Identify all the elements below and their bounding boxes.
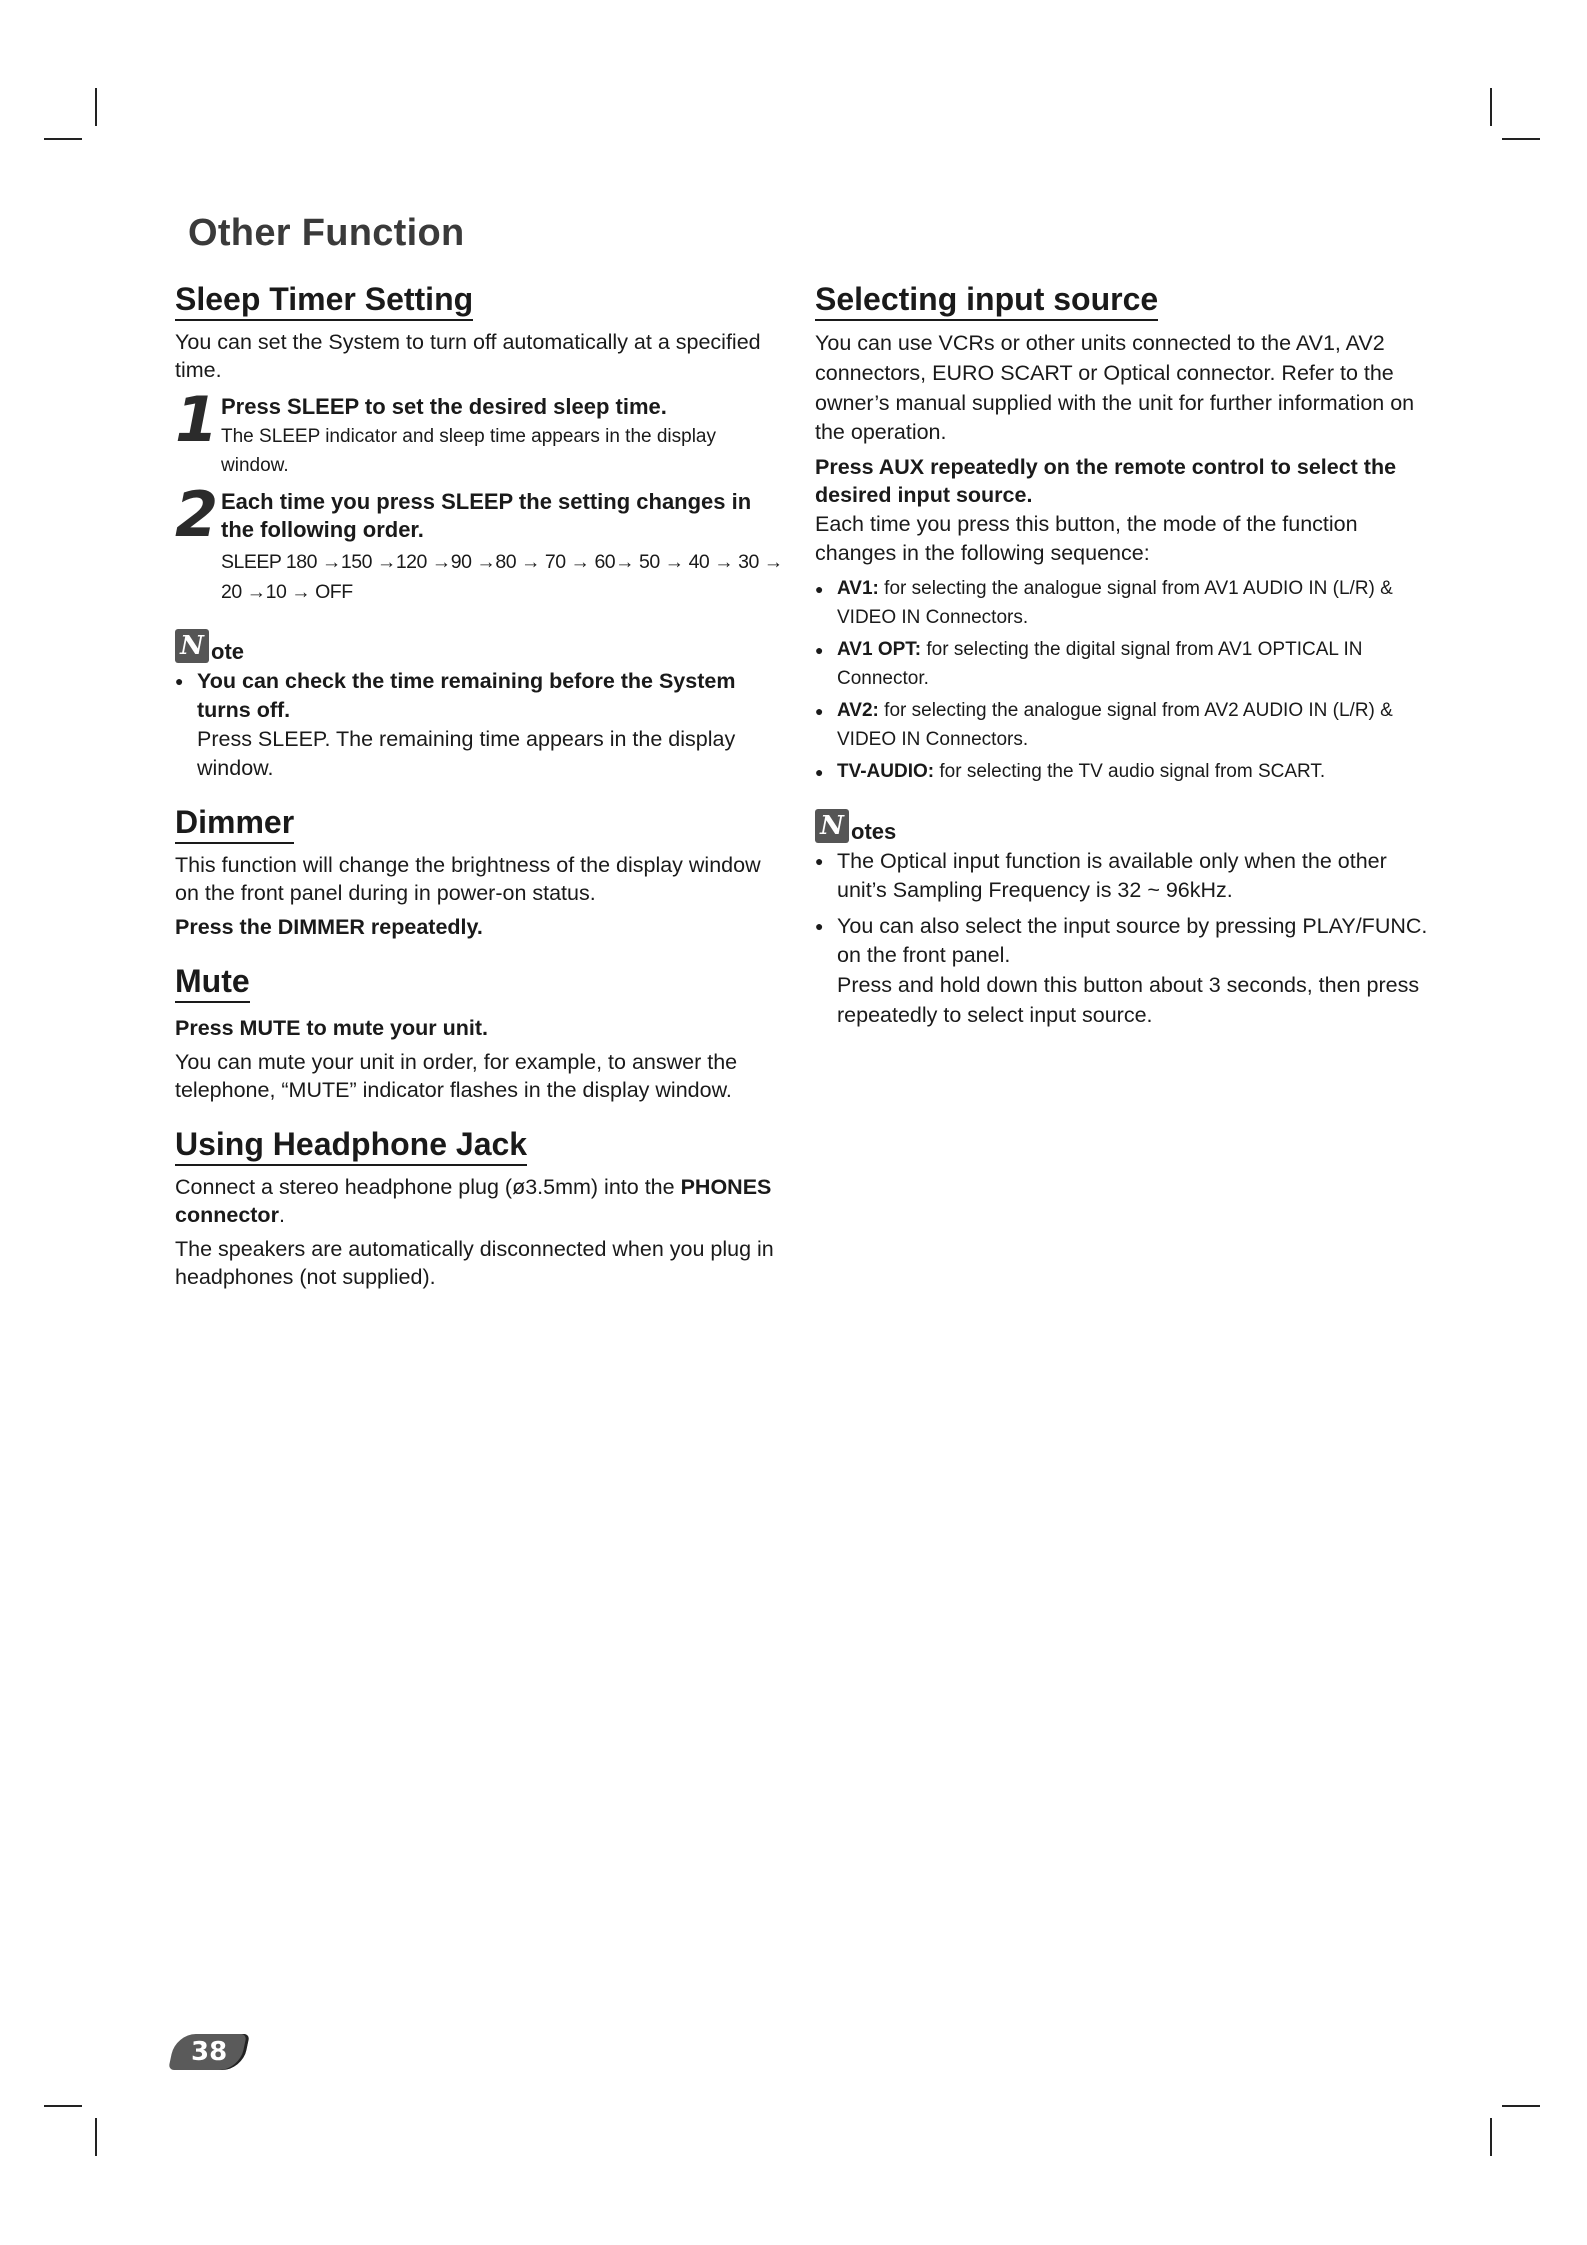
step-number-1: 1 [175,383,219,457]
mute-section [175,964,785,1105]
headphone-heading: Using Headphone Jack [175,1127,527,1166]
notes-item-text: You can also select the input source by pressing PLAY/FUNC. on the front panel. [837,913,1428,968]
left-column [175,282,785,1314]
mute-instruction: Press MUTE to mute your unit. [175,1016,488,1041]
input-source-item-label: AV2: [837,700,879,721]
phones-connector-label: PHONES connector [175,1175,772,1228]
input-source-list [815,575,1430,787]
crop-mark [1502,2105,1540,2107]
sleep-timer-heading: Sleep Timer Setting [175,282,473,321]
sleep-timer-section [175,282,785,783]
crop-mark [1490,88,1492,126]
input-source-item [815,697,1430,754]
note-icon: N [815,809,849,843]
note-icon: N [175,629,209,663]
sleep-step-1 [175,383,785,480]
crop-mark [1502,138,1540,140]
notes-item: ● The Optical input function is available only when the other unit’s Sampling Frequency is 32 ~ 96kHz. [815,847,1430,906]
sleep-step-2 [175,478,785,607]
input-source-item-text: for selecting the TV audio signal from SCART. [939,761,1326,782]
dimmer-text: This function will change the brightness of the display window on the front panel during in power-on status. [175,853,761,906]
note-header [175,629,785,663]
crop-mark [44,138,82,140]
right-column [815,282,1430,1052]
headphone-text [175,1174,785,1230]
note-item [175,667,785,783]
notes-label: otes [851,818,897,844]
mute-text: You can mute your unit in order, for example, to answer the telephone, “MUTE” indicator flashes in the display window. [175,1050,738,1103]
note-item-body: Press SLEEP. The remaining time appears in the display window. [197,727,736,781]
input-source-instruction: Press AUX repeatedly on the remote control to select the desired input source. [815,454,1397,507]
notes-item-text: Press and hold down this button about 3 seconds, then press repeatedly to select input source. [837,973,1420,1027]
page-number: 38 [190,2037,228,2067]
step-2-title: Each time you press SLEEP the setting changes in the following order. [221,489,752,543]
crop-mark [44,2105,82,2107]
note-item-title: You can check the time remaining before the System turns off. [197,668,736,722]
notes-list [815,847,1430,1031]
input-source-item-label: TV-AUDIO: [837,761,935,782]
step-1-body: The SLEEP indicator and sleep time appears in the display window. [221,426,717,476]
input-source-section [815,282,1430,1030]
crop-mark [1490,2118,1492,2156]
notes-header [815,809,1430,843]
sleep-sequence: SLEEP 180 →150 →120 →90 →80 → 70 → 60→ 50 → 40 → 30 → 20 →10 → OFF [221,550,783,603]
mute-heading: Mute [175,964,250,1003]
step-1-title: Press SLEEP to set the desired sleep time. [221,394,667,420]
crop-mark [95,88,97,126]
note-list [175,667,785,783]
page-number-badge [168,2034,250,2070]
input-source-item [815,575,1430,632]
input-source-intro: You can use VCRs or other units connected to the AV1, AV2 connectors, EURO SCART or Optical connector. Refer to the owner’s manual supplied with the unit for further information on the operation. [815,331,1415,445]
dimmer-section [175,805,785,942]
dimmer-instruction: Press the DIMMER repeatedly. [175,915,483,940]
input-source-text: Each time you press this button, the mode of the function changes in the following sequence: [815,511,1358,566]
dimmer-heading: Dimmer [175,805,294,844]
input-source-item-text: for selecting the analogue signal from AV1 AUDIO IN (L/R) & VIDEO IN Connectors. [837,578,1393,628]
headphone-text-a: Connect a stereo headphone plug (ø3.5mm) into the [175,1175,675,1200]
input-source-item-text: for selecting the digital signal from AV1 OPTICAL IN Connector. [837,639,1363,689]
headphone-section [175,1127,785,1292]
note-label: ote [211,638,244,664]
headphone-text-end: . [278,1203,285,1228]
input-source-item-text: for selecting the analogue signal from AV2 AUDIO IN (L/R) & VIDEO IN Connectors. [837,700,1393,750]
sleep-timer-intro: You can set the System to turn off automatically at a specified time. [175,330,761,383]
notes-item [815,912,1430,1031]
step-number-2: 2 [175,478,219,552]
input-source-item-label: AV1 OPT: [837,639,922,660]
headphone-text-2: The speakers are automatically disconnected when you plug in headphones (not supplied). [175,1237,774,1290]
input-source-item [815,758,1430,787]
input-source-item [815,636,1430,693]
page-title: Other Function [188,212,465,254]
input-source-heading: Selecting input source [815,282,1158,321]
input-source-item-label: AV1: [837,578,879,599]
crop-mark [95,2118,97,2156]
